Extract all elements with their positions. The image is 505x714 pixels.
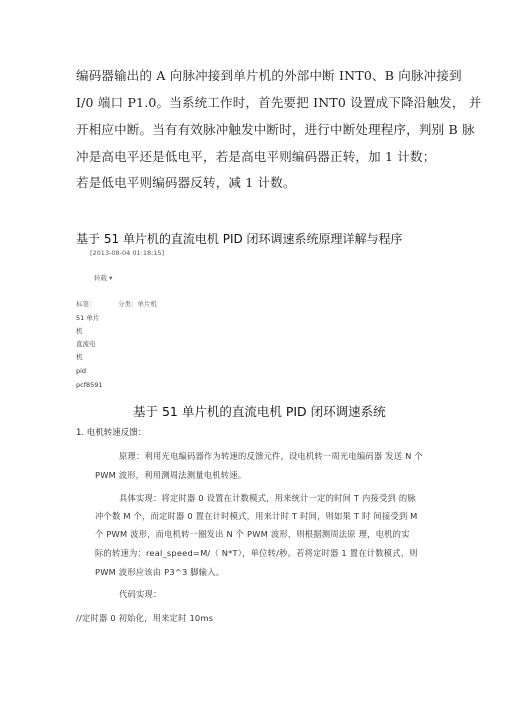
tag-link-dc-motor-cont[interactable]: 机 [76, 353, 83, 361]
tag-link-pid[interactable]: pid [76, 367, 87, 375]
intro-line-2: I/0 端口 P1.0。当系统工作时，首先要把 INT0 设置成下降沿触发， 并 [76, 95, 482, 110]
body-line-6: 际的转速为：real_speed=M/（ N*T），单位转/秒。若将定时器 1 置在计数模式，则 [95, 548, 418, 558]
section-heading: 1. 电机转速反馈： [76, 428, 147, 438]
content-heading: 基于 51 单片机的直流电机 PID 闭环调速系统 [133, 404, 386, 419]
body-line-2: PWM 波形，利用测周法测量电机转速。 [95, 470, 247, 480]
intro-line-4: 冲是高电平还是低电平，若是高电平则编码器正转，加 1 计数； [76, 149, 436, 164]
code-comment: //定时器 0 初始化，用来定时 10ms [76, 613, 214, 623]
body-line-8: 代码实现： [119, 589, 162, 599]
tag-link-pcf8591[interactable]: pcf8591 [76, 381, 103, 389]
tag-link-51-cont[interactable]: 机 [76, 327, 83, 335]
category-link[interactable]: 分类：单片机 [118, 300, 157, 308]
tag-link-51[interactable]: 51 单片 [76, 314, 100, 322]
article-date: [2013-08-04 01:18:15] [90, 249, 165, 257]
share-dropdown[interactable]: 转载 ▾ [94, 274, 113, 282]
tags-label: 标签： [76, 300, 96, 308]
body-line-4: 冲个数 M 个，而定时器 0 置在计时模式，用来计时 T 时间，则如果 T 时 间接受到 M [95, 511, 418, 521]
intro-line-5: 若是低电平则编码器反转，减 1 计数。 [76, 175, 296, 190]
body-line-5: 个 PWM 波形，而电机转一圈发出 N 个 PWM 波形，则根据测周法原 理，电机的实 [95, 529, 410, 539]
body-line-3: 具体实现：将定时器 0 设置在计数模式，用来统计一定的时间 T 内接受到 的脉 [119, 493, 416, 503]
body-line-1: 原理：利用光电编码器作为转速的反馈元件，设电机转一周光电编码器 发送 N 个 [119, 451, 423, 461]
intro-line-3: 开相应中断。当有有效脉冲触发中断时，进行中断处理程序，判别 B 脉 [76, 122, 475, 137]
intro-line-1: 编码器输出的 A 向脉冲接到单片机的外部中断 INT0、B 向脉冲接到 [76, 68, 462, 83]
article-title: 基于 51 单片机的直流电机 PID 闭环调速系统原理详解与程序 [76, 232, 403, 246]
tag-link-dc-motor[interactable]: 直流电 [76, 340, 96, 348]
body-line-7: PWM 波形应该由 P3^3 脚输入。 [95, 567, 225, 577]
